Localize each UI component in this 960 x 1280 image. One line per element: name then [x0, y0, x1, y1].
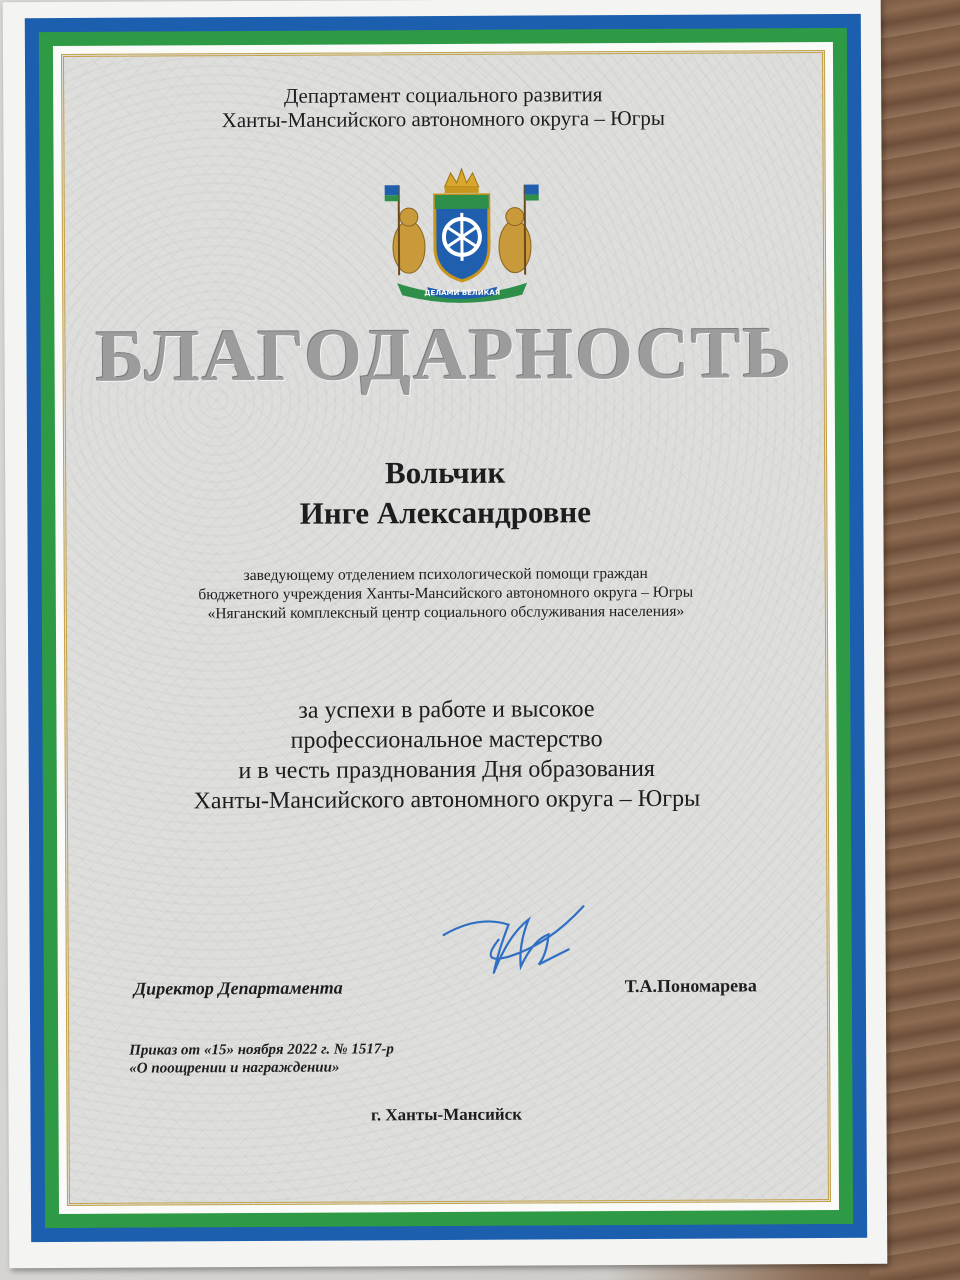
coat-of-arms-icon — [377, 164, 548, 305]
reason-line-4: Ханты-Мансийского автономного округа – Югры — [193, 785, 701, 815]
white-border — [53, 42, 839, 1214]
green-border — [39, 28, 853, 1228]
signatory-name: Т.А.Пономарева — [624, 975, 757, 997]
department-heading — [64, 81, 822, 133]
recipient-position — [67, 563, 825, 624]
order-line-1: Приказ от «15» ноября 2022 г. № 1517-р — [129, 1041, 394, 1059]
position-line-1: заведующему отделением психологической помощи граждан — [243, 564, 648, 585]
guilloche-panel — [61, 50, 831, 1206]
recipient-surname: Вольчик — [384, 454, 506, 491]
department-line-2: Ханты-Мансийского автономного округа – Югры — [221, 105, 666, 133]
department-line-1: Департамент социального развития — [283, 82, 603, 108]
city-footer — [69, 1103, 827, 1127]
blue-border — [25, 14, 867, 1242]
reason-line-1: за успехи в работе и высокое — [298, 696, 595, 724]
certificate-sheet — [3, 0, 888, 1268]
certificate-title: БЛАГОДАРНОСТЬ — [95, 312, 794, 398]
reason-line-2: профессиональное мастерство — [290, 726, 603, 754]
handwritten-signature — [438, 894, 588, 985]
reason-line-3: и в честь празднования Дня образования — [238, 755, 656, 785]
position-line-3: «Няганский комплексный центр социального обслуживания населения» — [207, 602, 685, 623]
order-reference — [129, 1040, 394, 1077]
order-line-2: «О поощрении и награждении» — [129, 1059, 340, 1077]
recipient-given-names: Инге Александровне — [299, 494, 592, 531]
certificate-content — [64, 53, 828, 1203]
city-name: г. Ханты-Мансийск — [370, 1104, 523, 1125]
svg-text:ДЕЛАМИ ВЕЛИКАЯ: ДЕЛАМИ ВЕЛИКАЯ — [424, 288, 501, 298]
position-line-2: бюджетного учреждения Ханты-Мансийского автономного округа – Югры — [198, 583, 694, 604]
signatory-role: Директор Департамента — [133, 977, 343, 999]
award-reason — [67, 693, 826, 817]
signature-row — [129, 975, 767, 1008]
recipient-name — [66, 451, 824, 535]
